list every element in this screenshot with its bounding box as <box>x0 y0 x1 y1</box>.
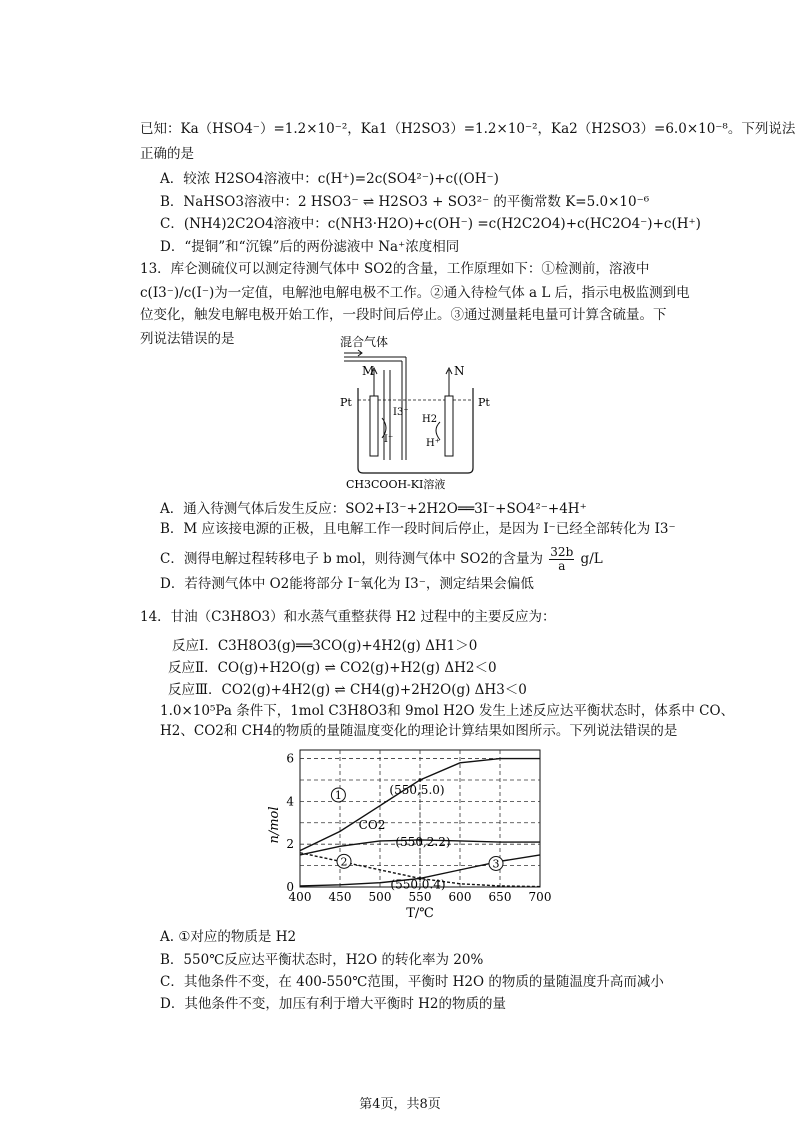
fraction-denominator: a <box>558 559 566 573</box>
annotation-point <box>418 778 421 781</box>
series-label: 1 <box>334 788 342 802</box>
page-footer: 第4页，共8页 <box>359 1097 441 1112</box>
q13-stem-2: c(I3⁻)/c(I⁻)为一定值，电解池电解电极不工作。②通入待检气体 a L 后，指示电极监测到电 <box>140 285 690 301</box>
annotation-label: (550,2.2) <box>395 834 451 849</box>
grid <box>300 750 540 887</box>
x-tick-label: 650 <box>488 890 512 904</box>
fraction <box>549 546 574 573</box>
x-axis-label: T/℃ <box>406 906 434 921</box>
q14-option-b: B．550℃反应达平衡状态时，H2O 的转化率为 20% <box>160 952 484 968</box>
fraction-numerator: 32b <box>550 545 574 559</box>
series-label: 2 <box>340 855 348 869</box>
q12-option-b: B．NaHSO3溶液中：2 HSO3⁻ ⇌ H2SO3 + SO3²⁻ 的平衡常数 K=5.0×10⁻⁶ <box>160 194 650 210</box>
q13-option-c <box>160 546 603 573</box>
proton-label: H⁺ <box>426 438 440 449</box>
y-tick-label: 0 <box>286 880 294 894</box>
q14-stem-3: H2、CO2和 CH4的物质的量随温度变化的理论计算结果如图所示。下列说法错误的是 <box>160 723 678 739</box>
pt-right-label: Pt <box>478 396 490 409</box>
series-label: 3 <box>492 857 500 871</box>
q12-given-cont: 正确的是 <box>140 146 194 162</box>
inner-tube <box>384 370 390 460</box>
q13-stem-1: 13．库仑测硫仪可以测定待测气体中 SO2的含量，工作原理如下：①检测前，溶液中 <box>140 261 650 277</box>
equilibrium-chart <box>267 745 570 921</box>
q13-option-a: A．通入待测气体后发生反应：SO2+I3⁻+2H2O══3I⁻+SO4²⁻+4H⁺ <box>160 501 587 517</box>
right-electrode <box>445 368 453 456</box>
q14-option-c: C．其他条件不变，在 400-550℃范围，平衡时 H2O 的物质的量随温度升高而减小 <box>160 974 664 990</box>
solution-label: CH3COOH-KI溶液 <box>346 478 446 491</box>
annotation-label: (550,0.4) <box>390 877 446 892</box>
triiodide-label: I3⁻ <box>393 407 409 418</box>
left-electrode <box>370 368 378 456</box>
iodide-label: I⁻ <box>384 434 394 445</box>
hydrogen-label: H2 <box>422 414 438 425</box>
q14-option-d: D．其他条件不变，加压有利于增大平衡时 H2的物质的量 <box>160 996 506 1012</box>
q13-option-c-unit: g/L <box>580 551 603 567</box>
y-tick-label: 6 <box>286 751 294 766</box>
q12-option-a: A．较浓 H2SO4溶液中：c(H⁺)=2c(SO4²⁻)+c((OH⁻) <box>160 171 499 187</box>
terminal-m: M <box>362 364 375 378</box>
q13-option-c-text: C．测得电解过程转移电子 b mol，则待测气体中 SO2的含量为 <box>160 551 543 567</box>
x-tick-label: 400 <box>288 890 312 904</box>
q14-reaction-3: 反应Ⅲ．CO2(g)+4H2(g) ⇌ CH4(g)+2H2O(g) ΔH3＜0 <box>168 682 527 698</box>
q14-reaction-2: 反应Ⅱ．CO(g)+H2O(g) ⇌ CO2(g)+H2(g) ΔH2＜0 <box>168 660 497 676</box>
x-tick-label: 550 <box>408 890 432 904</box>
q14-stem-1: 14．甘油（C3H8O3）和水蒸气重整获得 H2 过程中的主要反应为： <box>140 609 556 625</box>
q14-option-a: A. ①对应的物质是 H2 <box>160 929 297 945</box>
x-tick-label: 500 <box>368 890 392 904</box>
q12-given: 已知：Ka（HSO4⁻）=1.2×10⁻²，Ka1（H2SO3）=1.2×10⁻²，Ka2（H2SO3）=6.0×10⁻⁸。下列说法 <box>140 121 796 137</box>
annotation-label: (550,5.0) <box>389 782 445 797</box>
x-tick-label: 700 <box>528 890 552 904</box>
gas-label: 混合气体 <box>340 335 389 349</box>
q14-reaction-1: 反应Ⅰ．C3H8O3(g)══3CO(g)+4H2(g) ΔH1＞0 <box>172 638 478 654</box>
y-tick-label: 4 <box>286 794 294 809</box>
q13-option-b: B．M 应该接电源的正极，且电解工作一段时间后停止，是因为 I⁻已经全部转化为 I3⁻ <box>160 521 676 537</box>
y-axis-label: n/mol <box>267 806 282 844</box>
y-tick-label: 2 <box>286 837 294 852</box>
q12-option-d: D．“提铜”和“沉镍”后的两份滤液中 Na⁺浓度相同 <box>160 239 460 255</box>
x-tick-label: 450 <box>328 890 352 904</box>
q12-option-c: C．(NH4)2C2O4溶液中：c(NH3·H2O)+c(OH⁻) =c(H2C2O4)+c(HC2O4⁻)+c(H⁺) <box>160 216 701 232</box>
q13-stem-4: 列说法错误的是 <box>140 331 235 347</box>
series-label: CO2 <box>358 817 386 832</box>
q14-stem-2: 1.0×10⁵Pa 条件下，1mol C3H8O3和 9mol H2O 发生上述反应达平衡状态时，体系中 CO、 <box>160 703 735 719</box>
q13-option-d: D．若待测气体中 O2能将部分 I⁻氧化为 I3⁻，测定结果会偏低 <box>160 576 534 592</box>
gas-inlet-arrow <box>344 350 362 356</box>
q13-stem-3: 位变化，触发电解电极开始工作，一段时间后停止。③通过测量耗电量可计算含硫量。下 <box>140 307 667 323</box>
coulometer-diagram <box>340 330 500 490</box>
x-tick-label: 600 <box>448 890 472 904</box>
plot-frame <box>300 750 540 887</box>
terminal-n: N <box>454 364 465 378</box>
pt-left-label: Pt <box>340 396 352 409</box>
